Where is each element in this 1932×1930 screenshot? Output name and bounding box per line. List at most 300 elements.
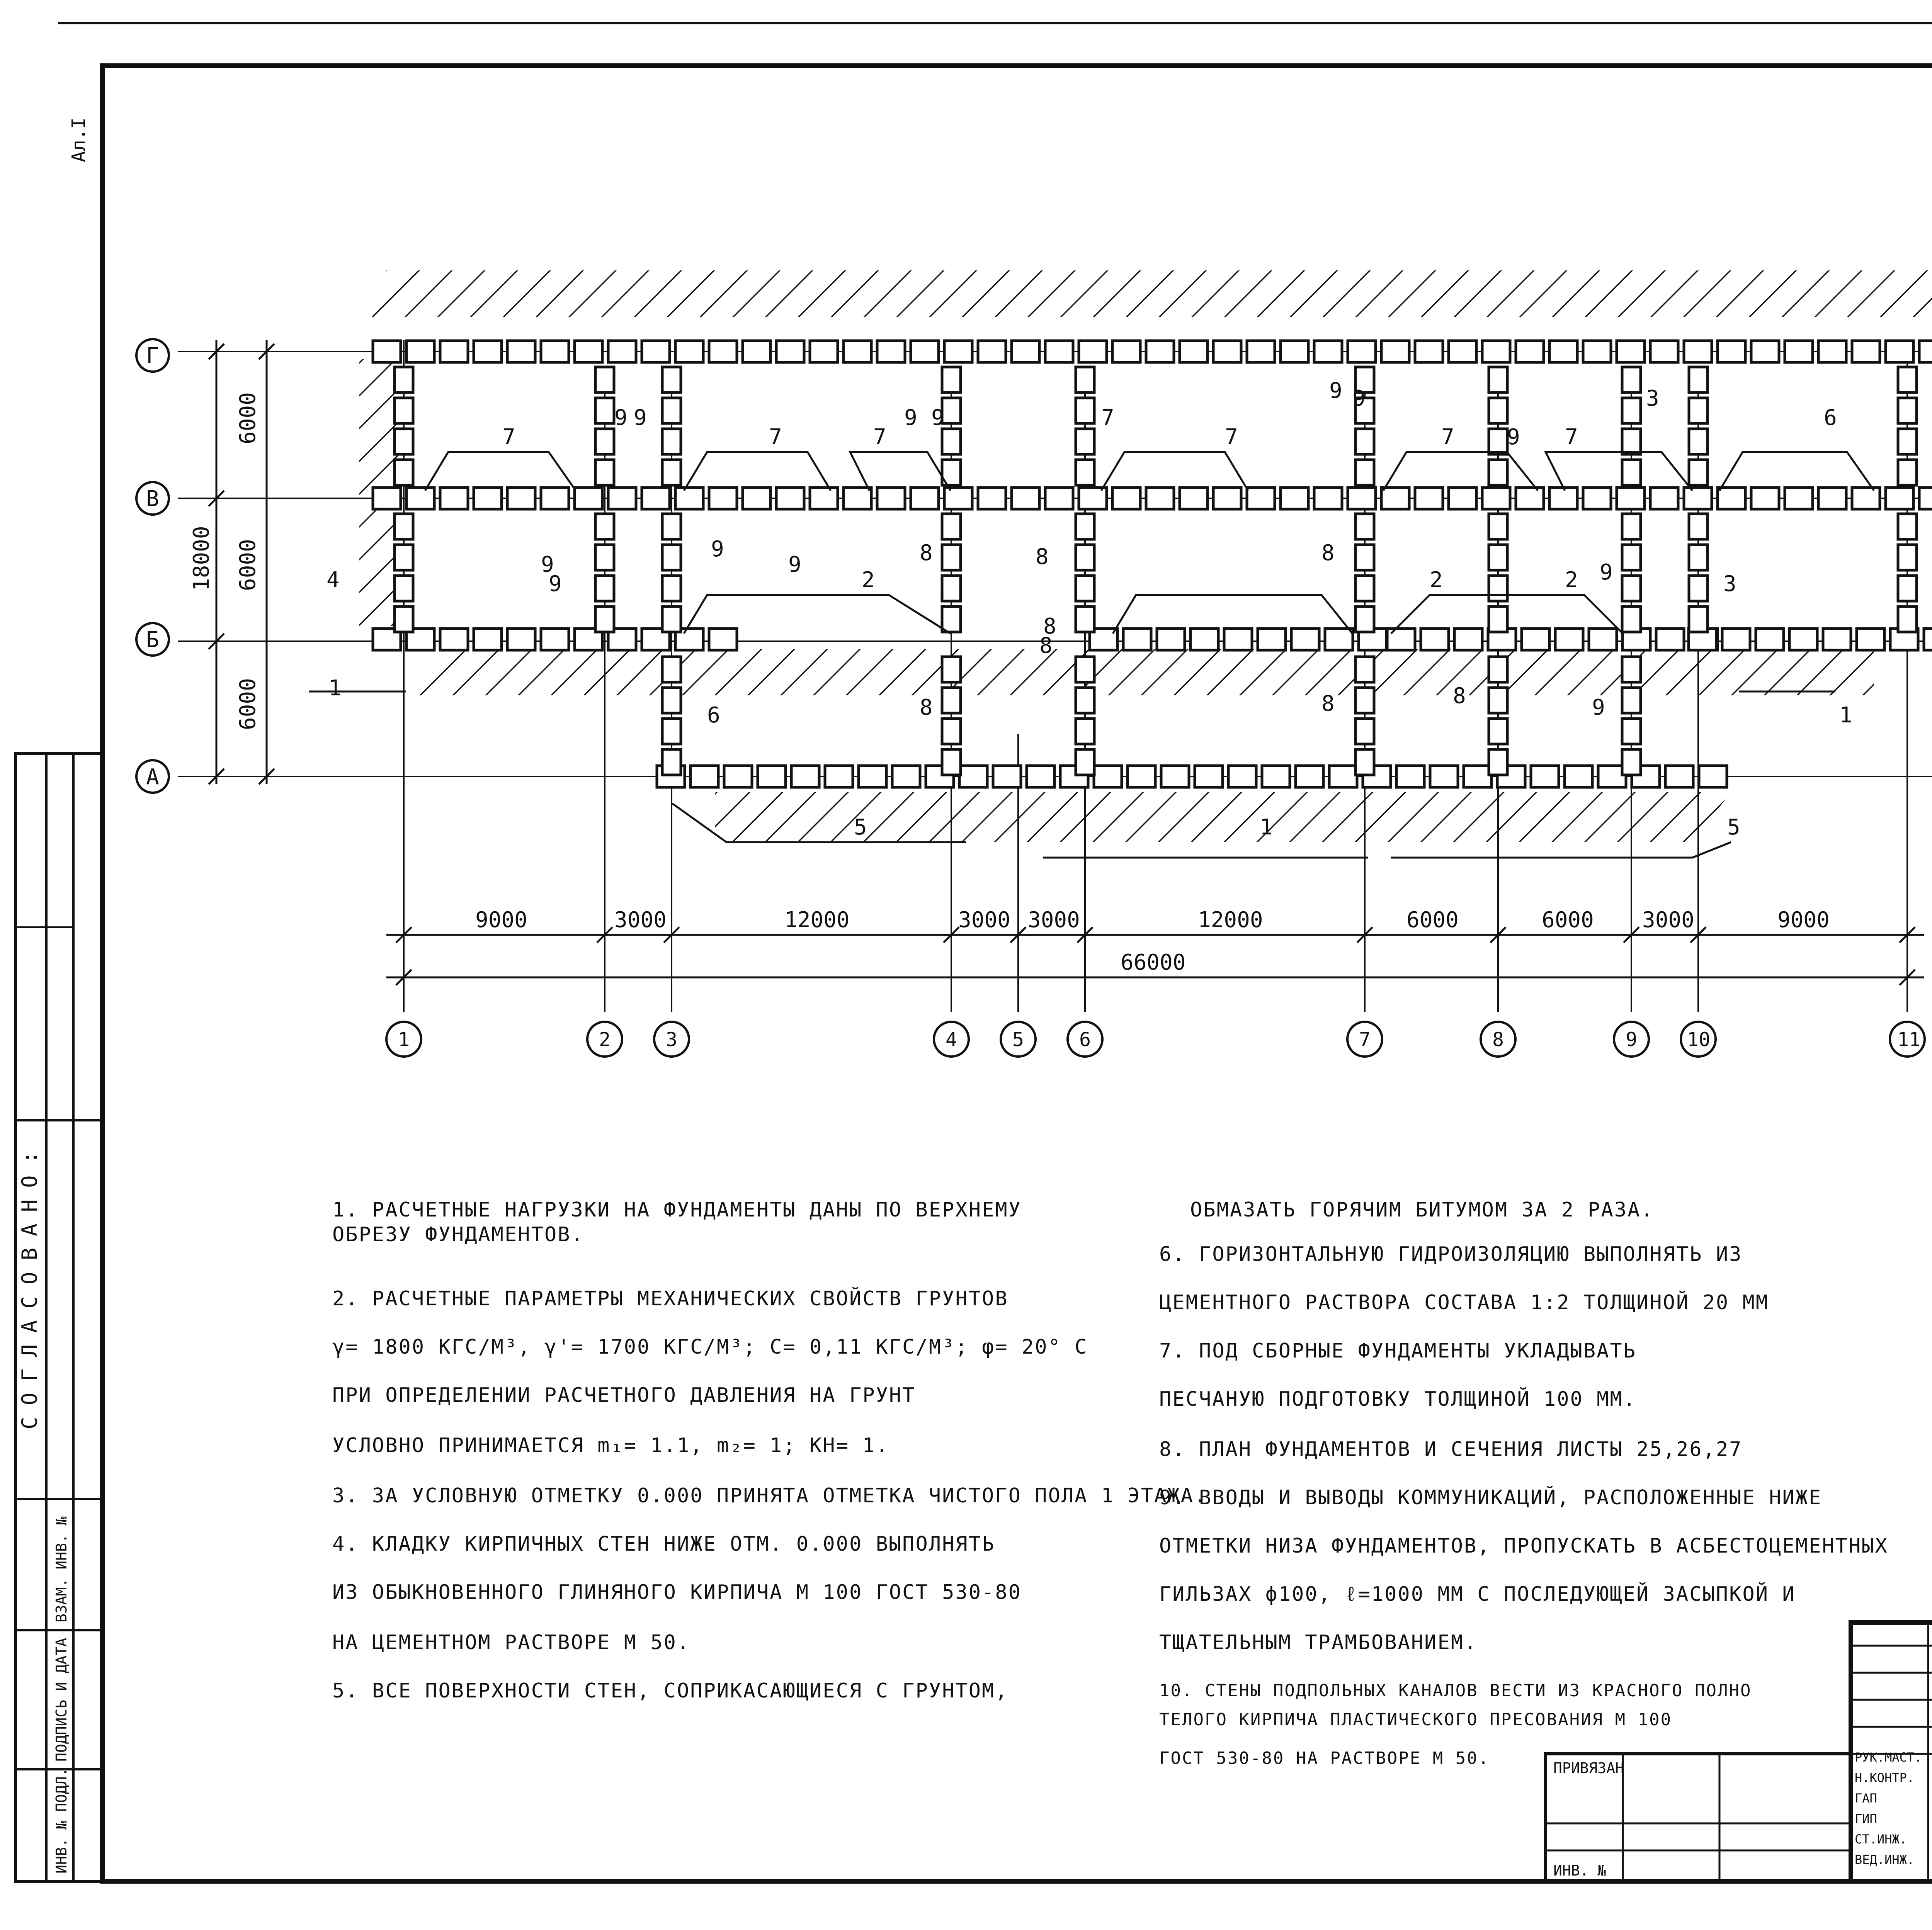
foundation-block	[1689, 429, 1708, 454]
load-mark: 2	[1565, 567, 1578, 593]
foundation-block	[1348, 488, 1376, 509]
note-line: ЦЕМЕНТНОГО РАСТВОРА СОСТАВА 1:2 ТОЛЩИНОЙ 20 ММ	[1159, 1291, 1769, 1314]
staff-role: ГИП	[1855, 1811, 1877, 1826]
foundation-block	[1076, 460, 1094, 485]
axis-bubble-a	[136, 760, 169, 793]
dim-h-3: 12000	[784, 907, 850, 933]
note-line: 4. КЛАДКУ КИРПИЧНЫХ СТЕН НИЖЕ ОТМ. 0.000 ВЫПОЛНЯТЬ	[332, 1532, 995, 1556]
load-mark: 2	[862, 567, 875, 593]
foundation-block	[1258, 629, 1286, 650]
note-line: 7. ПОД СБОРНЫЕ ФУНДАМЕНТЫ УКЛАДЫВАТЬ	[1159, 1339, 1637, 1363]
dim-h-6: 12000	[1198, 907, 1263, 933]
foundation-block	[1489, 545, 1507, 570]
foundation-block	[1291, 629, 1319, 650]
foundation-block	[1482, 341, 1510, 362]
load-mark: 9	[1507, 425, 1520, 450]
foundation-block	[675, 488, 703, 509]
foundation-block	[662, 657, 681, 682]
foundation-block	[1718, 488, 1745, 509]
foundation-block	[373, 341, 401, 362]
foundation-block	[474, 488, 502, 509]
note-line: 1. РАСЧЕТНЫЕ НАГРУЗКИ НА ФУНДАМЕНТЫ ДАНЫ ПО ВЕРХНЕМУ	[332, 1198, 1022, 1222]
foundation-block	[1857, 629, 1884, 650]
foundation-block	[1355, 607, 1374, 632]
foundation-block	[1818, 341, 1846, 362]
note-line: ОБМАЗАТЬ ГОРЯЧИМ БИТУМОМ ЗА 2 РАЗА.	[1190, 1198, 1654, 1222]
load-mark: 7	[1101, 405, 1114, 430]
foundation-block	[1489, 398, 1507, 423]
axis-bubble-8	[1481, 1022, 1515, 1057]
foundation-block	[1329, 766, 1357, 787]
foundation-block	[642, 341, 670, 362]
axis-bubble-7	[1347, 1022, 1382, 1057]
foundation-block	[1489, 429, 1507, 454]
note-line: 3. ЗА УСЛОВНУЮ ОТМЕТКУ 0.000 ПРИНЯТА ОТМЕТКА ЧИСТОГО ПОЛА 1 ЭТАЖА.	[332, 1484, 1208, 1507]
foundation-block	[1924, 629, 1932, 650]
dim-h-7: 6000	[1406, 907, 1459, 933]
dim-total-vertical: 18000	[189, 526, 214, 591]
foundation-block	[1076, 429, 1094, 454]
foundation-block	[942, 514, 961, 539]
foundation-block	[1656, 629, 1684, 650]
foundation-block	[1684, 341, 1712, 362]
note-line: ПЕСЧАНУЮ ПОДГОТОВКУ ТОЛЩИНОЙ 100 ММ.	[1159, 1388, 1637, 1411]
foundation-block	[1314, 341, 1342, 362]
axis-bubble-4	[934, 1022, 969, 1057]
foundation-block	[1852, 488, 1880, 509]
foundation-block	[911, 341, 939, 362]
foundation-block	[1281, 341, 1308, 362]
foundation-block	[844, 488, 871, 509]
foundation-block	[1789, 629, 1817, 650]
foundation-block	[1622, 460, 1641, 485]
foundation-block	[1898, 367, 1917, 392]
foundation-block	[1076, 545, 1094, 570]
foundation-block	[942, 607, 961, 632]
foundation-block	[1190, 629, 1218, 650]
foundation-block	[810, 488, 838, 509]
letter-axis-bubbles	[136, 339, 169, 793]
foundation-block	[978, 488, 1006, 509]
foundation-block	[942, 398, 961, 423]
stamp-vzam-inv: ВЗАМ. ИНВ. №	[53, 1516, 70, 1622]
foundation-block	[1785, 341, 1813, 362]
foundation-block	[877, 488, 905, 509]
foundation-block	[1076, 607, 1094, 632]
foundation-block	[1718, 341, 1745, 362]
foundation-block	[1146, 488, 1174, 509]
foundation-block	[373, 488, 401, 509]
load-mark: 8	[920, 540, 933, 566]
foundation-block	[1622, 545, 1641, 570]
load-mark: 9	[1600, 560, 1613, 585]
note-line: НА ЦЕМЕНТНОМ РАСТВОРЕ М 50.	[332, 1631, 690, 1654]
foundation-block	[662, 429, 681, 454]
foundation-block	[1430, 766, 1458, 787]
staff-role: ВЕД.ИНЖ.	[1855, 1852, 1915, 1867]
foundation-block	[810, 341, 838, 362]
dim-h-1: 9000	[475, 907, 527, 933]
foundation-block	[942, 367, 961, 392]
foundation-block	[395, 429, 413, 454]
svg-text:11: 11	[1897, 1028, 1921, 1051]
foundation-block	[595, 429, 614, 454]
foundation-block	[1489, 719, 1507, 744]
foundation-block	[1622, 657, 1641, 682]
note-line: 8. ПЛАН ФУНДАМЕНТОВ И СЕЧЕНИЯ ЛИСТЫ 25,26,27	[1159, 1438, 1743, 1461]
foundation-block	[406, 341, 434, 362]
foundation-block	[1355, 460, 1374, 485]
foundation-block	[1583, 341, 1611, 362]
load-mark: 3	[1723, 571, 1736, 596]
load-mark: 8	[1321, 540, 1335, 566]
foundation-block	[595, 367, 614, 392]
foundation-block	[1549, 488, 1577, 509]
note-line: 2. РАСЧЕТНЫЕ ПАРАМЕТРЫ МЕХАНИЧЕСКИХ СВОЙСТВ ГРУНТОВ	[332, 1287, 1009, 1310]
foundation-block	[1565, 766, 1592, 787]
foundation-block	[595, 607, 614, 632]
foundation-block	[877, 341, 905, 362]
foundation-block	[1684, 488, 1712, 509]
foundation-block	[1296, 766, 1323, 787]
foundation-block	[1823, 629, 1851, 650]
foundation-block	[1387, 629, 1415, 650]
note-line: 5. ВСЕ ПОВЕРХНОСТИ СТЕН, СОПРИКАСАЮЩИЕСЯ С ГРУНТОМ,	[332, 1679, 1009, 1702]
foundation-block	[1094, 766, 1122, 787]
svg-text:В: В	[146, 486, 159, 511]
foundation-block	[1516, 488, 1544, 509]
stamp-inv-podl: ИНВ. № ПОДЛ.	[53, 1767, 70, 1874]
foundation-block	[1886, 341, 1913, 362]
load-mark: 6	[707, 703, 720, 728]
foundation-block	[1689, 460, 1708, 485]
foundation-block	[662, 545, 681, 570]
note-line: 6. ГОРИЗОНТАЛЬНУЮ ГИДРОИЗОЛЯЦИЮ ВЫПОЛНЯТЬ ИЗ	[1159, 1243, 1743, 1266]
load-mark: 9	[1592, 695, 1605, 720]
foundation-block	[1079, 341, 1107, 362]
svg-text:7: 7	[1359, 1028, 1371, 1051]
foundation-block	[541, 488, 569, 509]
foundation-block	[1123, 629, 1151, 650]
load-mark: 1	[1839, 703, 1852, 728]
staff-list	[1855, 1750, 1932, 1867]
svg-text:1: 1	[398, 1028, 410, 1051]
foundation-block	[541, 629, 569, 650]
notes-left	[332, 1198, 1208, 1702]
foundation-block	[595, 460, 614, 485]
svg-text:9: 9	[1626, 1028, 1638, 1051]
load-mark: 5	[1727, 815, 1740, 840]
staff-role: ГАП	[1855, 1791, 1877, 1806]
bound-label: ПРИВЯЗАН	[1553, 1760, 1624, 1777]
foundation-block	[1622, 749, 1641, 775]
load-mark: 7	[873, 425, 886, 450]
foundation-block	[1027, 766, 1054, 787]
foundation-block	[1396, 766, 1424, 787]
foundation-block	[1489, 688, 1507, 713]
foundation-block	[1622, 514, 1641, 539]
foundation-block	[1756, 629, 1784, 650]
foundation-block	[440, 488, 468, 509]
load-mark: 9	[614, 405, 628, 430]
foundation-block	[507, 341, 535, 362]
load-mark: 4	[327, 567, 340, 593]
foundation-block	[709, 629, 737, 650]
foundation-block	[1689, 576, 1708, 601]
foundation-block	[1076, 398, 1094, 423]
load-mark: 2	[1430, 567, 1443, 593]
axis-bubble-b	[136, 623, 169, 656]
foundation-block	[1751, 341, 1779, 362]
foundation-block	[1919, 488, 1932, 509]
foundation-block	[1355, 749, 1374, 775]
foundation-block	[1076, 719, 1094, 744]
foundation-block	[662, 749, 681, 775]
foundation-block	[642, 488, 670, 509]
foundation-block	[608, 341, 636, 362]
dim-h-4: 3000	[958, 907, 1010, 933]
foundation-block	[1421, 629, 1449, 650]
svg-text:4: 4	[946, 1028, 957, 1051]
foundation-block	[944, 341, 972, 362]
foundation-block	[1650, 341, 1678, 362]
foundation-block	[1689, 514, 1708, 539]
margin-code: Ал.I	[68, 117, 90, 162]
foundation-block	[575, 488, 602, 509]
load-mark: 9	[931, 405, 944, 430]
svg-text:6: 6	[1079, 1028, 1091, 1051]
foundation-block	[993, 766, 1021, 787]
foundation-block	[1262, 766, 1290, 787]
foundation-block	[1076, 688, 1094, 713]
foundation-block	[1079, 488, 1107, 509]
note-line: ТЕЛОГО КИРПИЧА ПЛАСТИЧЕСКОГО ПРЕСОВАНИЯ М 100	[1159, 1710, 1672, 1730]
foundation-block	[395, 398, 413, 423]
agreed-label: СОГЛАСОВАНО:	[17, 1139, 42, 1429]
load-mark: 7	[1565, 425, 1578, 450]
load-mark: 1	[328, 676, 342, 701]
foundation-block	[507, 488, 535, 509]
load-mark: 3	[1646, 386, 1659, 411]
svg-text:8: 8	[1492, 1028, 1504, 1051]
foundation-block	[1531, 766, 1559, 787]
foundation-block	[1161, 766, 1189, 787]
dim-h-5: 3000	[1028, 907, 1080, 933]
foundation-block	[844, 341, 871, 362]
foundation-block	[1785, 488, 1813, 509]
foundation-block	[1665, 766, 1693, 787]
foundation-block	[1489, 576, 1507, 601]
axis-bubble-2	[587, 1022, 622, 1057]
foundation-block	[662, 367, 681, 392]
foundation-block	[1898, 514, 1917, 539]
foundation-block	[662, 460, 681, 485]
foundation-block	[1195, 766, 1223, 787]
foundation-block	[942, 576, 961, 601]
foundation-block	[1583, 488, 1611, 509]
foundation-block	[892, 766, 920, 787]
foundation-block	[1522, 629, 1549, 650]
foundation-block	[1689, 398, 1708, 423]
dim-h-10: 9000	[1777, 907, 1830, 933]
load-mark: 7	[502, 425, 515, 450]
foundation-block	[1622, 398, 1641, 423]
foundation-block	[942, 749, 961, 775]
foundation-block	[1482, 488, 1510, 509]
foundation-block	[395, 514, 413, 539]
svg-text:5: 5	[1012, 1028, 1024, 1051]
foundation-block	[1489, 514, 1507, 539]
foundation-block	[1689, 545, 1708, 570]
foundation-block	[758, 766, 786, 787]
note-line: ГОСТ 530-80 НА РАСТВОРЕ М 50.	[1159, 1748, 1490, 1768]
foundation-block	[1549, 341, 1577, 362]
note-line: ТЩАТЕЛЬНЫМ ТРАМБОВАНИЕМ.	[1159, 1631, 1478, 1654]
foundation-block	[1180, 341, 1208, 362]
foundation-block	[1489, 367, 1507, 392]
foundation-block	[595, 545, 614, 570]
foundation-block	[709, 488, 737, 509]
foundation-block	[690, 766, 718, 787]
load-mark: 7	[1225, 425, 1238, 450]
foundation-block	[406, 488, 434, 509]
load-mark: 8	[920, 695, 933, 720]
note-line: ИЗ ОБЫКНОВЕННОГО ГЛИНЯНОГО КИРПИЧА М 100 ГОСТ 530-80	[332, 1581, 1022, 1604]
foundation-block	[1852, 341, 1880, 362]
foundation-block	[662, 514, 681, 539]
foundation-block	[1355, 719, 1374, 744]
foundation-block	[662, 576, 681, 601]
foundation-block	[1622, 719, 1641, 744]
foundation-block	[1045, 488, 1073, 509]
foundation-block	[1415, 488, 1443, 509]
foundation-block	[595, 398, 614, 423]
note-line: γ= 1800 КГС/М³, γ'= 1700 КГС/М³; С= 0,11 КГС/М³; φ= 20° С	[332, 1335, 1088, 1359]
staff-role: РУК.МАСТ.	[1855, 1750, 1922, 1765]
foundation-block	[776, 341, 804, 362]
axis-bubble-v	[136, 482, 169, 515]
foundation-block	[1180, 488, 1208, 509]
axis-bubble-9	[1614, 1022, 1649, 1057]
stamp-signature-date: ПОДПИСЬ И ДАТА	[53, 1638, 70, 1762]
foundation-block	[1348, 341, 1376, 362]
foundation-block	[1355, 657, 1374, 682]
foundation-block	[595, 514, 614, 539]
staff-role: Н.КОНТР.	[1855, 1770, 1915, 1785]
axis-bubble-1	[386, 1022, 421, 1057]
note-line: 9. ВВОДЫ И ВЫВОДЫ КОММУНИКАЦИЙ, РАСПОЛОЖЕННЫЕ НИЖЕ	[1159, 1486, 1822, 1509]
foundation-block	[959, 766, 987, 787]
foundation-block	[944, 488, 972, 509]
foundation-block	[1415, 341, 1443, 362]
load-mark: 9	[634, 405, 647, 430]
foundation-block	[1898, 398, 1917, 423]
foundation-block	[1076, 514, 1094, 539]
foundation-block	[1489, 460, 1507, 485]
foundation-block	[1516, 341, 1544, 362]
foundation-block	[791, 766, 819, 787]
foundation-block	[675, 341, 703, 362]
foundation-block	[1699, 766, 1727, 787]
foundation-block	[1076, 576, 1094, 601]
foundation-block	[942, 545, 961, 570]
foundation-block	[1076, 749, 1094, 775]
foundation-block	[1355, 429, 1374, 454]
foundation-block	[942, 688, 961, 713]
foundation-block	[595, 576, 614, 601]
foundation-block	[1449, 341, 1476, 362]
dim-b-a: 6000	[235, 678, 260, 730]
foundation-block	[1898, 429, 1917, 454]
note-line: 10. СТЕНЫ ПОДПОЛЬНЫХ КАНАЛОВ ВЕСТИ ИЗ КРАСНОГО ПОЛНО	[1159, 1681, 1752, 1701]
dim-total-horizontal: 66000	[1121, 950, 1186, 975]
foundation-block	[1622, 576, 1641, 601]
foundation-block	[1281, 488, 1308, 509]
foundation-block	[1622, 688, 1641, 713]
foundation-block	[1449, 488, 1476, 509]
dim-g-v: 6000	[235, 392, 260, 444]
foundation-block	[440, 341, 468, 362]
note-line: ГИЛЬЗАХ ϕ100, ℓ=1000 ММ С ПОСЛЕДУЮЩЕЙ ЗАСЫПКОЙ И	[1159, 1583, 1796, 1606]
load-mark: 1	[1260, 815, 1273, 840]
load-mark: 9	[711, 537, 724, 562]
foundation-block	[395, 545, 413, 570]
foundation-block	[724, 766, 752, 787]
foundation-block	[709, 341, 737, 362]
foundation-block	[662, 688, 681, 713]
foundation-block	[743, 341, 770, 362]
foundation-block	[1381, 488, 1409, 509]
foundation-block	[1355, 688, 1374, 713]
foundation-block	[1622, 429, 1641, 454]
note-line: ОБРЕЗУ ФУНДАМЕНТОВ.	[332, 1223, 584, 1246]
note-line: УСЛОВНО ПРИНИМАЕТСЯ m₁= 1.1, m₂= 1; КН= 1.	[332, 1434, 889, 1457]
foundation-block	[1622, 607, 1641, 632]
foundation-block	[1818, 488, 1846, 509]
foundation-block	[1355, 514, 1374, 539]
load-mark: 9	[1352, 386, 1366, 411]
foundation-block	[1617, 341, 1645, 362]
axis-bubble-11	[1890, 1022, 1925, 1057]
foundation-block	[1355, 545, 1374, 570]
foundation-block	[1454, 629, 1482, 650]
foundation-block	[1146, 341, 1174, 362]
foundation-block	[1157, 629, 1185, 650]
foundation-block	[1355, 576, 1374, 601]
load-mark: 8	[1453, 683, 1466, 708]
foundation-block	[1555, 629, 1583, 650]
foundation-block	[1112, 341, 1140, 362]
load-mark: 7	[769, 425, 782, 450]
number-axis-bubbles	[386, 1022, 1925, 1057]
foundation-block	[1722, 629, 1750, 650]
foundation-block	[1898, 545, 1917, 570]
foundation-block	[440, 629, 468, 650]
dim-h-9: 3000	[1642, 907, 1694, 933]
svg-text:Г: Г	[146, 343, 159, 369]
foundation-block	[1213, 488, 1241, 509]
foundation-block	[1128, 766, 1155, 787]
foundation-block	[575, 341, 602, 362]
svg-text:3: 3	[666, 1028, 678, 1051]
foundation-block	[1012, 488, 1039, 509]
foundation-block	[541, 341, 569, 362]
foundation-block	[859, 766, 886, 787]
foundation-block	[1919, 341, 1932, 362]
foundation-block	[978, 341, 1006, 362]
foundation-block	[1898, 576, 1917, 601]
foundation-block	[1045, 341, 1073, 362]
